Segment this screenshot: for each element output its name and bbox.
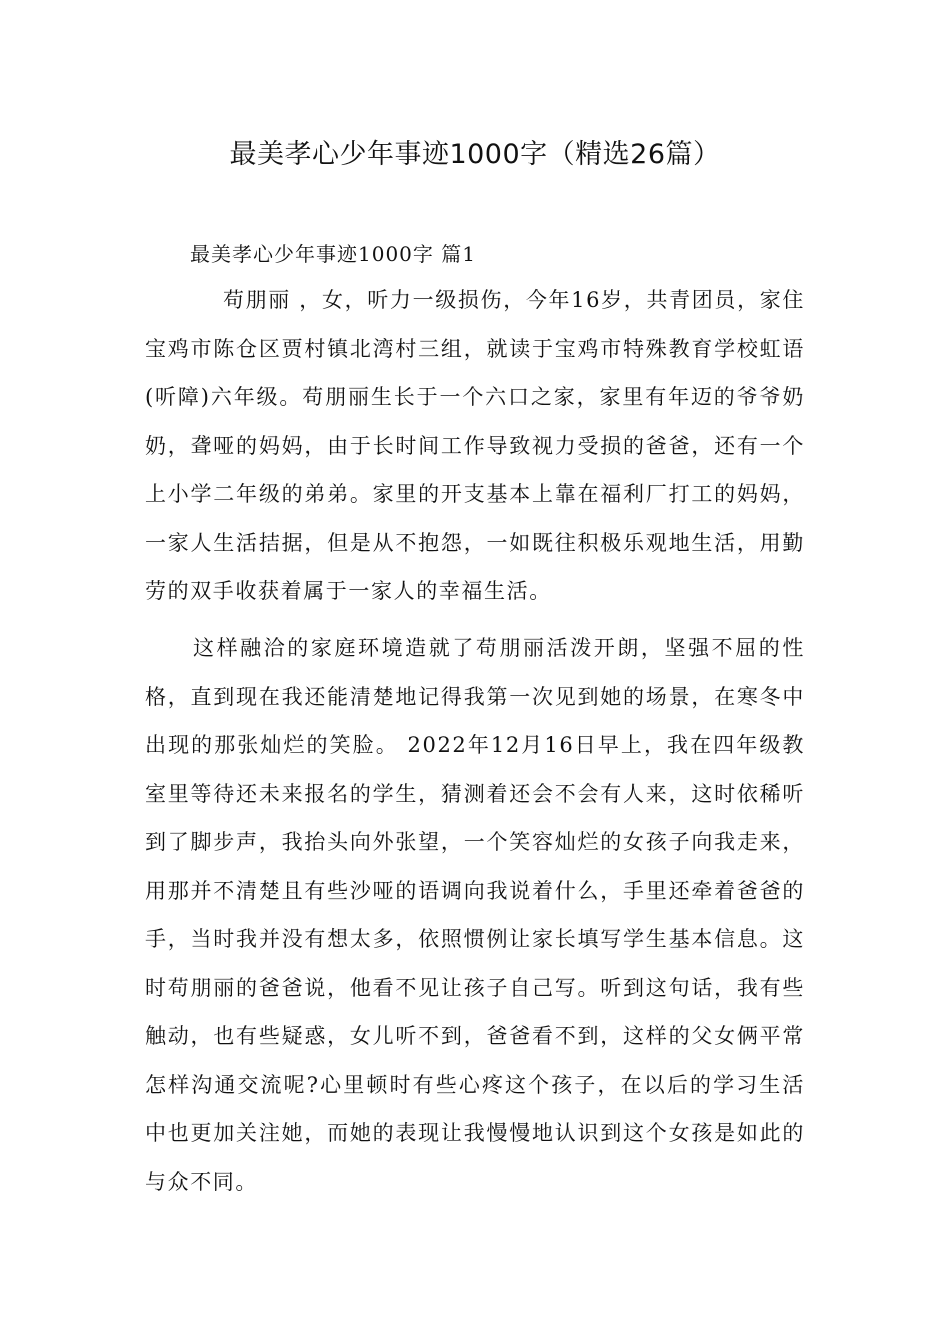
section-heading: 最美孝心少年事迹1000字 篇1 bbox=[190, 242, 476, 266]
document-title: 最美孝心少年事迹1000字（精选26篇） bbox=[229, 139, 721, 170]
paragraph-2: 这样融洽的家庭环境造就了苟朋丽活泼开朗，坚强不屈的性格，直到现在我还能清楚地记得我第一次见到她的场景，在寒冬中出现的那张灿烂的笑脸。 2022年12月16日早上，我在四年级教室里等待还未来报名的学生，猜测着还会不会有人来，这时依稀听到了脚步声，我抬头向外张望，一个笑容灿烂的女孩子向我走来，用那并不清楚且有些沙哑的语调向我说着什么，手里还牵着爸爸的手，当时我并没有想太多，依照惯例让家长填写学生基本信息。这时苟朋丽的爸爸说，他看不见让孩子自己写。听到这句话，我有些触动，也有些疑惑，女儿听不到，爸爸看不到，这样的父女俩平常怎样沟通交流呢?心里顿时有些心疼这个孩子，在以后的学习生活中也更加关注她，而她的表现让我慢慢地认识到这个女孩是如此的与众不同。 bbox=[145, 636, 805, 1194]
paragraph-1: 苟朋丽 ，女，听力一级损伤，今年16岁，共青团员，家住宝鸡市陈仓区贾村镇北湾村三组，就读于宝鸡市特殊教育学校虹语(听障)六年级。苟朋丽生长于一个六口之家，家里有年迈的爷爷奶奶，聋哑的妈妈，由于长时间工作导致视力受损的爸爸，还有一个上小学二年级的弟弟。家里的开支基本上靠在福利厂打工的妈妈，一家人生活拮据，但是从不抱怨，一如既往积极乐观地生活，用勤劳的双手收获着属于一家人的幸福生活。 bbox=[145, 288, 805, 603]
